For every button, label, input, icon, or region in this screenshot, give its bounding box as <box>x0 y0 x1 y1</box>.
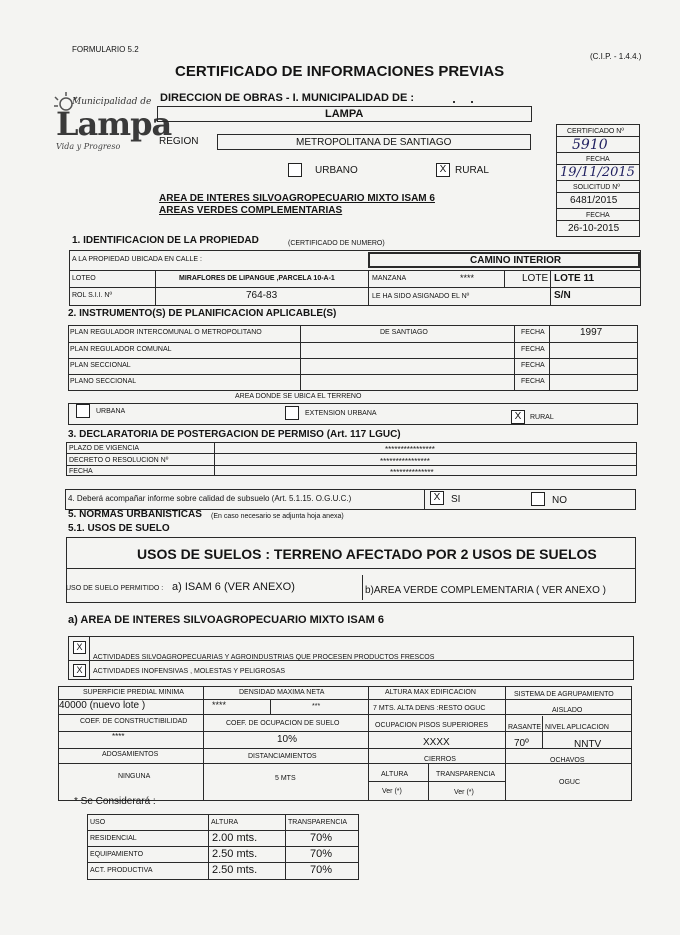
urbano-checkbox[interactable] <box>288 163 302 177</box>
rol-value: 764-83 <box>246 290 278 301</box>
v-densidad-a: **** <box>212 700 227 710</box>
h-adosamientos: ADOSAMIENTOS <box>102 751 159 758</box>
h-ocupacion-suelo: COEF. DE OCUPACION DE SUELO <box>226 720 340 727</box>
h-nivel-aplicacion: NIVEL APLICACION <box>545 724 609 731</box>
form-id: FORMULARIO 5.2 <box>72 45 139 54</box>
rural-label: RURAL <box>455 165 489 176</box>
actividad-1-label: ACTIVIDADES SILVOAGROPECUARIAS Y AGROINDUSTRIAS QUE PROCESEN PRODUCTOS FRESCOS <box>93 654 435 661</box>
urbana-checkbox[interactable] <box>76 404 90 418</box>
subsuelo-si-checkbox[interactable]: X <box>430 491 444 505</box>
section-3-title: 3. DECLARATORIA DE POSTERGACION DE PERMISO (Art. 117 LGUC) <box>68 429 401 440</box>
urbana-label: URBANA <box>96 408 126 415</box>
h-densidad: DENSIDAD MAXIMA NETA <box>239 689 325 696</box>
isam-title: a) AREA DE INTERES SILVOAGROPECUARIO MIXTO ISAM 6 <box>68 614 384 626</box>
solicitud-value: 6481/2015 <box>570 195 618 206</box>
direccion-label: DIRECCION DE OBRAS - I. MUNICIPALIDAD DE : <box>160 92 415 104</box>
solicitud-fecha-label: FECHA <box>586 212 610 219</box>
plan-label: PLAN SECCIONAL <box>70 362 131 369</box>
decreto-label: DECRETO O RESOLUCION Nº <box>69 457 169 464</box>
consider-header: TRANSPARENCIA <box>288 819 347 826</box>
h-ochavos: OCHAVOS <box>550 757 585 764</box>
h-constructibilidad: COEF. DE CONSTRUCTIBILIDAD <box>80 718 188 725</box>
h-cierro-transparencia: TRANSPARENCIA <box>436 771 495 778</box>
region-label: REGION <box>159 136 199 147</box>
manzana-value: **** <box>460 273 475 283</box>
section-5-note: (En caso necesario se adjunta hoja anexa) <box>211 513 344 520</box>
area-terreno-label: AREA DONDE SE UBICA EL TERRENO <box>235 393 362 400</box>
solicitud-label: SOLICITUD Nº <box>573 184 620 191</box>
loteo-value: MIRAFLORES DE LIPANGUE ,PARCELA 10-A-1 <box>179 275 335 282</box>
scan-mark <box>471 101 473 103</box>
cert-fecha-label: FECHA <box>586 156 610 163</box>
h-superficie: SUPERFICIE PREDIAL MINIMA <box>83 689 184 696</box>
plan-fecha-label: FECHA <box>521 362 545 369</box>
cip-code: (C.I.P. - 1.4.4.) <box>590 52 642 61</box>
lote-value: LOTE 11 <box>554 273 595 284</box>
uso-permitido-label: USO DE SUELO PERMITIDO : <box>66 585 164 592</box>
municipality-logo <box>52 92 172 156</box>
plan-fecha-label: FECHA <box>521 329 545 336</box>
lote-label: LOTE <box>522 273 549 284</box>
urbano-label: URBANO <box>315 165 358 176</box>
v-altura: 7 MTS. ALTA DENS :RESTO OGUC <box>373 705 486 712</box>
v-ochavos: OGUC <box>559 779 580 786</box>
plan-label: PLANO SECCIONAL <box>70 378 137 385</box>
rural-area-checkbox[interactable]: X <box>511 410 525 424</box>
plan-fecha-label: FECHA <box>521 378 545 385</box>
consider-title: * Se Considerará : <box>74 796 156 807</box>
v-adosamientos: NINGUNA <box>118 773 151 780</box>
section-1-title: 1. IDENTIFICACION DE LA PROPIEDAD <box>72 235 259 246</box>
uso-permitido-a: a) ISAM 6 (VER ANEXO) <box>172 581 295 593</box>
section-1-subtitle: (CERTIFICADO DE NUMERO) <box>288 240 385 247</box>
h-cierros: CIERROS <box>424 756 456 763</box>
consider-uso: RESIDENCIAL <box>90 835 137 842</box>
consider-altura: 2.50 mts. <box>212 848 258 860</box>
scan-mark <box>453 101 455 103</box>
actividad-2-label: ACTIVIDADES INOFENSIVAS , MOLESTAS Y PELIGROSAS <box>93 668 286 675</box>
cert-label: CERTIFICADO Nº <box>567 128 624 135</box>
subsuelo-si-label: SI <box>451 494 461 505</box>
municipio-value: LAMPA <box>325 108 364 120</box>
consider-transparencia: 70% <box>310 864 333 876</box>
h-cierro-altura: ALTURA <box>381 771 409 778</box>
consider-altura: 2.50 mts. <box>212 864 258 876</box>
uso-permitido-b: b)AREA VERDE COMPLEMENTARIA ( VER ANEXO ) <box>365 585 606 596</box>
consider-transparencia: 70% <box>310 832 333 844</box>
section-5-1-title: 5.1. USOS DE SUELO <box>68 523 170 534</box>
actividad-2-checkbox[interactable]: X <box>73 664 86 677</box>
subsuelo-no-label: NO <box>552 495 567 506</box>
area-line-2: AREAS VERDES COMPLEMENTARIAS <box>159 205 343 216</box>
extension-urbana-label: EXTENSION URBANA <box>305 410 377 417</box>
calle-value: CAMINO INTERIOR <box>470 255 562 266</box>
consider-header: ALTURA <box>211 819 239 826</box>
extension-urbana-checkbox[interactable] <box>285 406 299 420</box>
plan-fecha-label: FECHA <box>521 346 545 353</box>
consider-altura: 2.00 mts. <box>212 832 258 844</box>
actividad-1-checkbox[interactable]: X <box>73 641 86 654</box>
manzana-label: MANZANA <box>372 275 407 282</box>
section-2-title: 2. INSTRUMENTO(S) DE PLANIFICACION APLICABLE(S) <box>68 308 337 319</box>
consider-uso: EQUIPAMIENTO <box>90 851 144 858</box>
v-constructibilidad: **** <box>112 732 125 741</box>
consider-uso: ACT. PRODUCTIVA <box>90 867 153 874</box>
plazo-value: **************** <box>385 445 435 454</box>
decreto-value: **************** <box>380 457 430 466</box>
rural-area-label: RURAL <box>530 414 554 421</box>
logo-name: Lampa <box>56 105 172 143</box>
v-ocupacion-suelo: 10% <box>277 734 298 745</box>
h-pisos-superiores: OCUPACION PISOS SUPERIORES <box>375 722 489 729</box>
plan-label: PLAN REGULADOR COMUNAL <box>70 346 172 353</box>
v-cierro-transparencia: Ver (*) <box>454 789 474 796</box>
v-densidad-b: *** <box>312 703 321 710</box>
asignado-label: LE HA SIDO ASIGNADO EL Nº <box>372 293 470 300</box>
solicitud-fecha-value: 26-10-2015 <box>568 223 620 234</box>
h-rasante: RASANTE <box>508 724 542 731</box>
logo-tagline: Vida y Progreso <box>56 142 121 151</box>
h-agrupamiento: SISTEMA DE AGRUPAMIENTO <box>514 691 614 698</box>
section-4-text: 4. Deberá acompañar informe sobre calidad de subsuelo (Art. 5.1.15. O.G.U.C.) <box>68 494 352 503</box>
logo-top-text: Municipalidad de <box>72 97 152 107</box>
plan-label: PLAN REGULADOR INTERCOMUNAL O METROPOLITANO <box>70 329 262 336</box>
v-nivel-aplicacion: NNTV <box>574 739 602 750</box>
subsuelo-no-checkbox[interactable] <box>531 492 545 506</box>
cert-fecha-value: 19/11/2015 <box>560 165 635 180</box>
loteo-label: LOTEO <box>72 275 96 282</box>
v-distanciamientos: 5 MTS <box>275 775 296 782</box>
plan-value: DE SANTIAGO <box>380 329 428 336</box>
h-altura: ALTURA MAX EDIFICACION <box>385 689 476 696</box>
consider-transparencia: 70% <box>310 848 333 860</box>
s3-fecha-value: ************** <box>390 468 434 477</box>
v-rasante: 70º <box>514 738 529 749</box>
page-title: CERTIFICADO DE INFORMACIONES PREVIAS <box>175 63 505 80</box>
rol-label: ROL S.I.I. Nº <box>72 292 113 299</box>
v-agrupamiento: AISLADO <box>552 707 583 714</box>
v-superficie: 40000 (nuevo lote ) <box>59 700 146 711</box>
region-value: METROPOLITANA DE SANTIAGO <box>296 137 452 148</box>
v-pisos-superiores: XXXX <box>423 737 450 748</box>
plan-fecha-value: 1997 <box>580 327 603 338</box>
cert-number: 5910 <box>572 137 608 153</box>
s3-fecha-label: FECHA <box>69 468 93 475</box>
section-5-title: 5. NORMAS URBANISTICAS <box>68 509 202 520</box>
plazo-label: PLAZO DE VIGENCIA <box>69 445 140 452</box>
h-distanciamientos: DISTANCIAMIENTOS <box>248 753 317 760</box>
usos-title: USOS DE SUELOS : TERRENO AFECTADO POR 2 USOS DE SUELOS <box>137 546 597 562</box>
consider-header: USO <box>90 819 106 826</box>
v-cierro-altura: Ver (*) <box>382 788 402 795</box>
rural-checkbox[interactable]: X <box>436 163 450 177</box>
calle-label: A LA PROPIEDAD UBICADA EN CALLE : <box>72 256 202 263</box>
asignado-value: S/N <box>554 290 571 301</box>
area-line-1: AREA DE INTERES SILVOAGROPECUARIO MIXTO ISAM 6 <box>159 193 435 204</box>
